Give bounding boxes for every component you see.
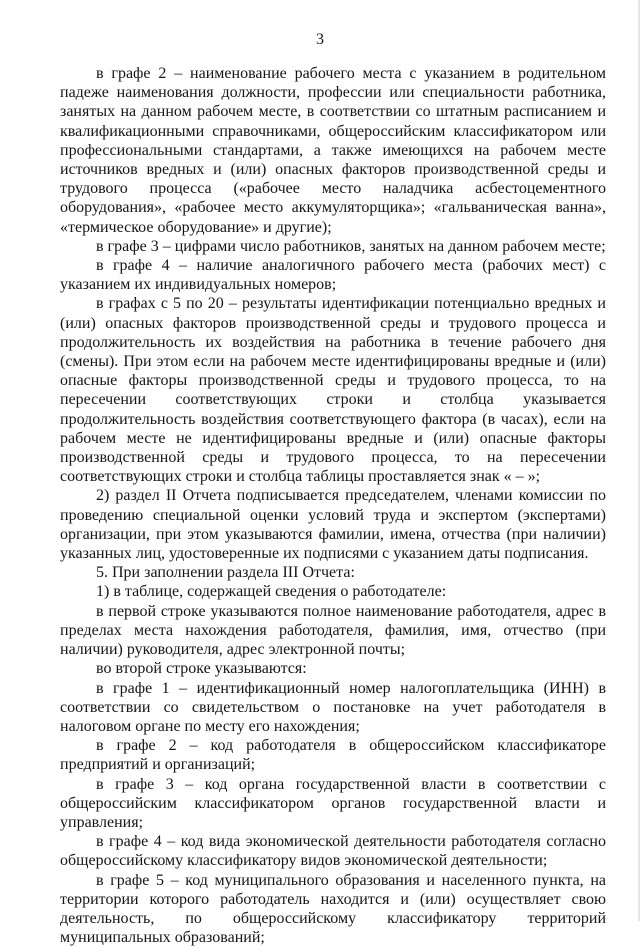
paragraph-column-2-okpo: в графе 2 – код работодателя в общероссийском классификаторе предприятий и организаций; (60, 737, 606, 774)
paragraph-column-1-inn: в графе 1 – идентификационный номер налогоплательщика (ИНН) в соответствии со свидетельством о постановке на учет работодателя в налоговом органе по месту его нахождения; (60, 679, 606, 735)
paragraph-graph-2: в графе 2 – наименование рабочего места с указанием в родительном падеже наименования должности, профессии или специальности работника, занятых на данном рабочем месте, в соответствии со штатным расписанием и квалификационными справочниками, общероссийским классификатором или профессиональными стандартами, а также имеющихся на рабочем месте источников вредных и (или) опасных факторов производственной среды и трудового процесса («рабочее место наладчика асбестоцементного оборудования», «рабочее место аккумуляторщика»; «гальваническая ванна», «термическое оборудование» и другие); (60, 65, 606, 236)
paragraph-second-row: во второй строке указываются: (96, 660, 307, 678)
document-body (60, 64, 606, 947)
paragraph-graph-4: в графе 4 – наличие аналогичного рабочего места (рабочих мест) с указанием их индивидуальных номеров; (60, 257, 606, 294)
paragraph-employer-table: 1) в таблице, содержащей сведения о работодателе: (96, 583, 447, 601)
paragraph-section-3-intro: 5. При заполнении раздела III Отчета: (96, 564, 355, 582)
paragraph-column-4-okved: в графе 4 – код вида экономической деятельности работодателя согласно общероссийскому классификатору видов экономической деятельности; (60, 833, 606, 870)
paragraph-first-row: в первой строке указываются полное наименование работодателя, адрес в пределах места нахождения работодателя, фамилия, имя, отчество (при наличии) руководителя, адрес электронной почты; (60, 602, 606, 659)
paragraph-graph-3: в графе 3 – цифрами число работников, занятых на данном рабочем месте; (96, 237, 606, 255)
page-number: 3 (316, 31, 324, 48)
paragraph-column-5-oktmo: в графе 5 – код муниципального образования и населенного пункта, на территории которого работодатель находится и (или) осуществляет свою деятельность, по общероссийскому классификатору территорий муниципальных образований; (60, 871, 606, 947)
paragraph-section-2-signing: 2) раздел II Отчета подписывается председателем, членами комиссии по проведению специальной оценки условий труда и экспертом (экспертами) организации, при этом указываются фамилии, имена, отчества (при наличии) указанных лиц, удостоверенные их подписями с указанием даты подписания. (60, 487, 606, 563)
paragraph-graphs-5-20: в графах с 5 по 20 – результаты идентификации потенциально вредных и (или) опасных факторов производственной среды и трудового процесса и продолжительность их воздействия на работника в течение рабочего дня (смены). При этом если на рабочем месте идентифицированы вредные и (или) опасные факторы производственной среды и трудового процесса, то на пересечении соответствующих строки и столбца указывается продолжительность воздействия соответствующего фактора (в часах), если на рабочем месте не идентифицированы вредные и (или) опасные факторы производственной среды и трудового процесса, то на пересечении соответствующих строки и столбца таблицы проставляется знак « – »; (60, 295, 606, 486)
paragraph-column-3-ogu: в графе 3 – код органа государственной власти в соответствии с общероссийским классификатором органов государственной власти и управления; (60, 775, 606, 831)
